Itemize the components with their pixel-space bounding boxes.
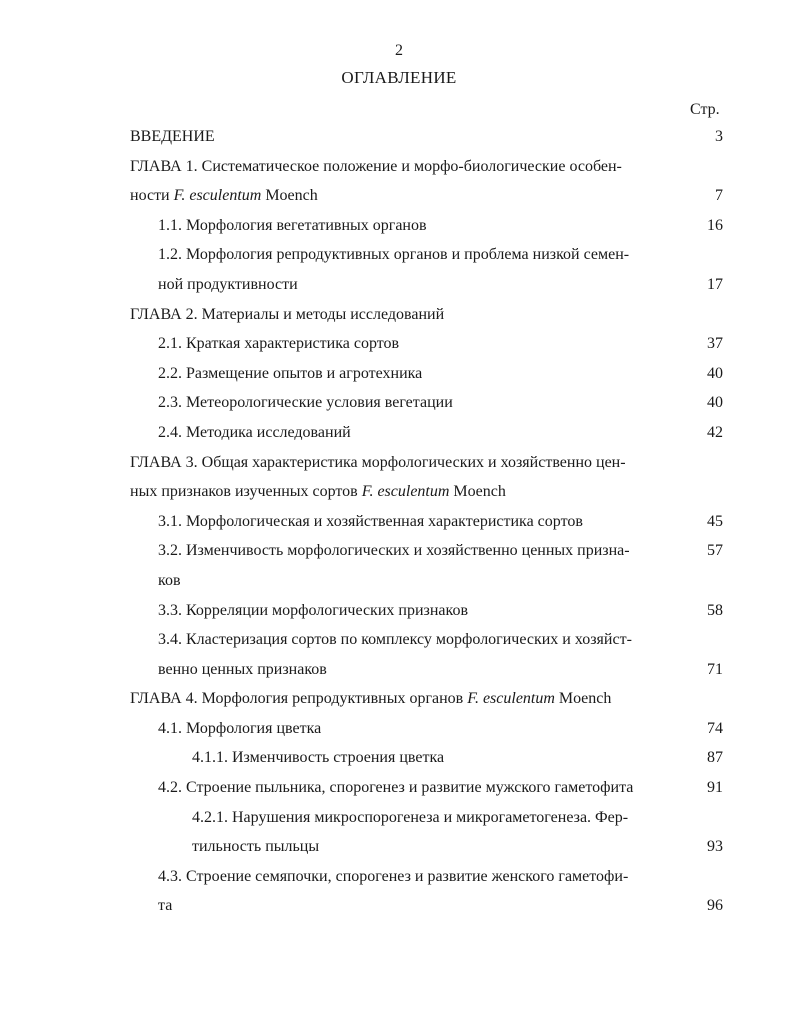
toc-page-number: 3 <box>715 128 723 145</box>
toc-entry-label: 2.3. Метеорологические условия вегетации <box>158 394 453 412</box>
toc-entry-text <box>130 448 626 478</box>
toc-entry-text <box>158 329 399 359</box>
toc-entry <box>0 418 798 448</box>
toc-entry-text <box>158 507 583 537</box>
toc-entry-text <box>130 477 506 507</box>
toc-entry <box>0 655 798 685</box>
author-name: Moench <box>449 483 506 501</box>
toc-entry <box>0 152 798 182</box>
toc-entry-text <box>130 122 215 152</box>
toc-entry-text <box>158 270 298 300</box>
toc-entry-label: 3.1. Морфологическая и хозяйственная характеристика сортов <box>158 512 583 530</box>
toc-entry <box>0 329 798 359</box>
toc-entry-text <box>130 152 622 182</box>
toc-page-number: 7 <box>715 187 723 205</box>
toc-entry <box>0 773 798 803</box>
toc-page-number: 17 <box>707 275 723 293</box>
toc-entry <box>0 862 798 892</box>
toc-entry-label: ГЛАВА 3. Общая характеристика морфологических и хозяйственно цен- <box>130 453 626 471</box>
toc-entry-label: 3.2. Изменчивость морфологических и хозяйственно ценных призна- <box>158 542 630 560</box>
document-title: ОГЛАВЛЕНИЕ <box>341 68 457 87</box>
toc-entry-label: ной продуктивности <box>158 275 298 293</box>
toc-entry <box>0 122 798 152</box>
species-name: F. esculentum <box>173 187 262 205</box>
page-number: 2 <box>395 42 403 59</box>
toc-entry-label: ков <box>158 571 181 589</box>
toc-page-number: 58 <box>707 601 723 619</box>
toc-page-number: 71 <box>707 660 723 678</box>
toc-entry-text <box>158 655 327 685</box>
species-name: F. esculentum <box>467 690 555 708</box>
species-name: F. esculentum <box>361 483 450 501</box>
toc-entry-label: венно ценных признаков <box>158 660 327 678</box>
toc-entry-label: 2.4. Методика исследований <box>158 423 351 441</box>
toc-entry <box>0 891 798 921</box>
toc-entry-text <box>192 832 319 862</box>
toc-entry-label: 4.1. Морфология цветка <box>158 719 322 737</box>
toc-entry <box>0 566 798 596</box>
toc-entry-text <box>130 181 318 211</box>
toc-entry <box>0 270 798 300</box>
toc-entry-text <box>158 359 422 389</box>
toc-entry <box>0 536 798 566</box>
toc-page-number: 45 <box>707 512 723 530</box>
toc-entry-text <box>158 388 453 418</box>
toc-page-number: 42 <box>707 423 723 441</box>
toc-entry-label: 3.3. Корреляции морфологических признаков <box>158 601 469 619</box>
toc-entry-text <box>158 536 630 566</box>
toc-entry <box>0 684 798 714</box>
toc-entry <box>0 832 798 862</box>
toc-entry-text <box>158 714 321 744</box>
toc-page-number: 96 <box>707 897 723 915</box>
toc-entry <box>0 181 798 211</box>
toc-entry-label: тильность пыльцы <box>192 838 320 856</box>
toc-entry <box>0 714 798 744</box>
toc-entry <box>0 596 798 626</box>
toc-entry-label: та <box>158 897 173 915</box>
toc-entry-text <box>158 773 633 803</box>
toc-entry-label: 4.2.1. Нарушения микроспорогенеза и микрогаметогенеза. Фер- <box>192 808 629 826</box>
toc-entry-text <box>158 862 628 892</box>
toc-entry-label: 2.1. Краткая характеристика сортов <box>158 335 400 353</box>
toc-entry-label: ных признаков изученных сортов <box>130 483 362 501</box>
toc-entry <box>0 803 798 833</box>
toc-entry-label: ВВЕДЕНИЕ <box>130 128 215 145</box>
toc-entry-text <box>158 625 632 655</box>
author-name: Moench <box>554 690 612 708</box>
toc-entry <box>0 507 798 537</box>
toc-entry-label: ГЛАВА 2. Материалы и методы исследований <box>130 305 445 323</box>
toc-entry-text <box>158 418 351 448</box>
author-name: Moench <box>261 187 318 205</box>
toc-page-number: 16 <box>707 216 723 234</box>
toc-entry-label: 2.2. Размещение опытов и агротехника <box>158 364 423 382</box>
toc-entry-label: 3.4. Кластеризация сортов по комплексу морфологических и хозяйст- <box>158 631 632 649</box>
toc-entry <box>0 743 798 773</box>
toc-entry-text <box>130 300 444 330</box>
toc-entry-label: 1.1. Морфология вегетативных органов <box>158 216 427 234</box>
page-column-header: Стр. <box>690 101 720 118</box>
toc-page-number: 74 <box>707 719 723 737</box>
toc-page-number: 37 <box>707 335 723 353</box>
toc-entry <box>0 300 798 330</box>
toc-entry <box>0 448 798 478</box>
toc-entry <box>0 211 798 241</box>
toc-entry <box>0 477 798 507</box>
toc-entry-text <box>158 596 468 626</box>
toc-entry <box>0 240 798 270</box>
toc-entry-text <box>158 240 629 270</box>
toc-entry-label: 4.1.1. Изменчивость строения цветка <box>192 749 445 767</box>
toc-entry-text <box>192 743 444 773</box>
toc-page-number: 57 <box>707 542 723 560</box>
toc-entry <box>0 359 798 389</box>
toc-page-number: 87 <box>707 749 723 767</box>
toc-page-number: 91 <box>707 779 723 797</box>
toc-entry-text <box>192 803 628 833</box>
toc-entry <box>0 625 798 655</box>
toc-entry-label: 1.2. Морфология репродуктивных органов и проблема низкой семен- <box>158 246 630 264</box>
toc-entry-label: ГЛАВА 4. Морфология репродуктивных органов <box>130 690 468 708</box>
toc-entry-label: ности <box>130 187 174 205</box>
toc-entry-text <box>158 211 427 241</box>
toc-entry-text <box>158 891 172 921</box>
table-of-contents <box>0 122 798 921</box>
toc-entry <box>0 388 798 418</box>
toc-entry-label: 4.2. Строение пыльника, спорогенез и развитие мужского гаметофита <box>158 779 634 797</box>
toc-page-number: 40 <box>707 394 723 412</box>
toc-entry-label: ГЛАВА 1. Систематическое положение и морфо-биологические особен- <box>130 157 622 175</box>
toc-entry-text <box>130 684 611 714</box>
toc-page-number: 40 <box>707 364 723 382</box>
toc-entry-label: 4.3. Строение семяпочки, спорогенез и развитие женского гаметофи- <box>158 867 629 885</box>
toc-entry-text <box>158 566 181 596</box>
toc-page-number: 93 <box>707 838 723 856</box>
